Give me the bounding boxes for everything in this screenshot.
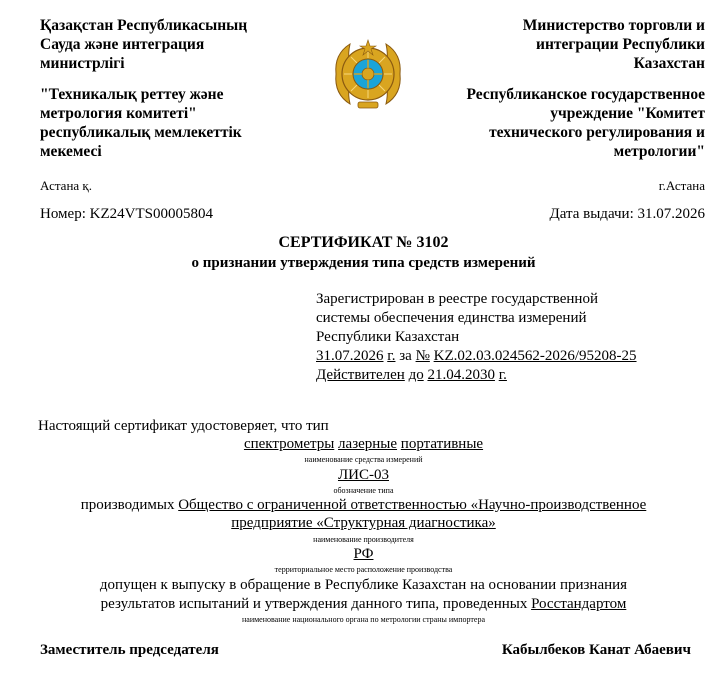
intro-text: Настоящий сертификат удостоверяет, что тип <box>38 418 329 434</box>
instrument-word: лазерные <box>338 436 398 452</box>
header-right-line: учреждение "Комитет <box>550 105 705 122</box>
location-caption: территориальное место расположение производства <box>274 565 453 574</box>
registry-number-line <box>316 347 637 366</box>
valid-to: до <box>408 367 424 383</box>
signatory-position: Заместитель председателя <box>40 642 219 658</box>
header-left-line: республикалық мемлекеттік <box>40 124 242 141</box>
manufacturer-prefix: производимых <box>80 497 175 513</box>
type-value: ЛИС-03 <box>337 467 389 483</box>
admitted-caption: наименование национального органа по метрологии страны импортера <box>242 615 485 624</box>
manufacturer-caption: наименование производителя <box>313 535 414 544</box>
header-left-line: Қазақстан Республикасының <box>40 17 248 34</box>
header-right-block <box>405 16 705 161</box>
type-designation <box>0 467 727 484</box>
city-ru: г.Астана <box>658 178 705 193</box>
instrument-name <box>0 436 727 453</box>
header-right-line: метрологии" <box>613 143 705 160</box>
header-right-line: технического регулирования и <box>489 124 705 141</box>
registration-za: за <box>399 348 412 364</box>
manufacturer-name-part2: предприятие «Структурная диагностика» <box>231 515 496 531</box>
registration-number: KZ.02.03.024562-2026/95208-25 <box>433 348 637 364</box>
registration-no-sign: № <box>415 348 430 364</box>
header-right-line: Казахстан <box>633 55 705 72</box>
header-left-line: министрлігі <box>40 55 125 72</box>
registry-block <box>316 290 637 385</box>
location-value: РФ <box>353 546 374 562</box>
manufacturer-line2 <box>0 515 727 532</box>
admitted-line2-prefix: результатов испытаний и утверждения данного типа, проведенных <box>100 596 528 612</box>
header-right-line: Республиканское государственное <box>466 86 705 103</box>
manufacturer-line1 <box>0 497 727 514</box>
header-left-line: Сауда және интеграция <box>40 36 205 53</box>
valid-word: Действителен <box>316 367 405 383</box>
certificate-title: СЕРТИФИКАТ № 3102 <box>278 234 449 251</box>
valid-g: г. <box>498 367 507 383</box>
manufacturer-name-part1: Общество с ограниченной ответственностью «Научно-производственное <box>178 497 647 513</box>
type-caption: обозначение типа <box>333 486 394 495</box>
registry-line: системы обеспечения единства измерений <box>316 310 587 326</box>
registry-line: Зарегистрирован в реестре государственной <box>316 291 598 307</box>
registration-date: 31.07.2026 <box>316 348 384 364</box>
signatory-name: Кабылбеков Канат Абаевич <box>501 642 691 658</box>
instrument-word: портативные <box>400 436 484 452</box>
header-right-line: Министерство торговли и <box>522 17 705 34</box>
header-right-line: интеграции Республики <box>536 36 705 53</box>
kazakhstan-emblem-icon <box>328 34 408 114</box>
registry-line: Республики Казахстан <box>316 329 460 345</box>
header-left-block <box>40 16 300 161</box>
registration-g: г. <box>387 348 396 364</box>
instrument-word: спектрометры <box>243 436 335 452</box>
admitted-line1: допущен к выпуску в обращение в Республике Казахстан на основании признания <box>99 577 628 593</box>
city-kz: Астана қ. <box>40 178 92 193</box>
validity-line <box>316 366 637 385</box>
certificate-number: Номер: KZ24VTS00005804 <box>40 206 213 222</box>
issue-date: Дата выдачи: 31.07.2026 <box>549 206 705 222</box>
instrument-caption: наименование средства измерений <box>304 455 423 464</box>
header-left-line: метрология комитеті" <box>40 105 197 122</box>
certificate-subtitle: о признании утверждения типа средств измерений <box>191 255 536 271</box>
admitted-line2 <box>0 596 727 613</box>
location <box>0 546 727 563</box>
admitted-org: Росстандартом <box>531 596 627 612</box>
valid-date: 21.04.2030 <box>427 367 495 383</box>
header-left-line: мекемесі <box>40 143 102 160</box>
header-left-line: "Техникалық реттеу және <box>40 86 224 103</box>
